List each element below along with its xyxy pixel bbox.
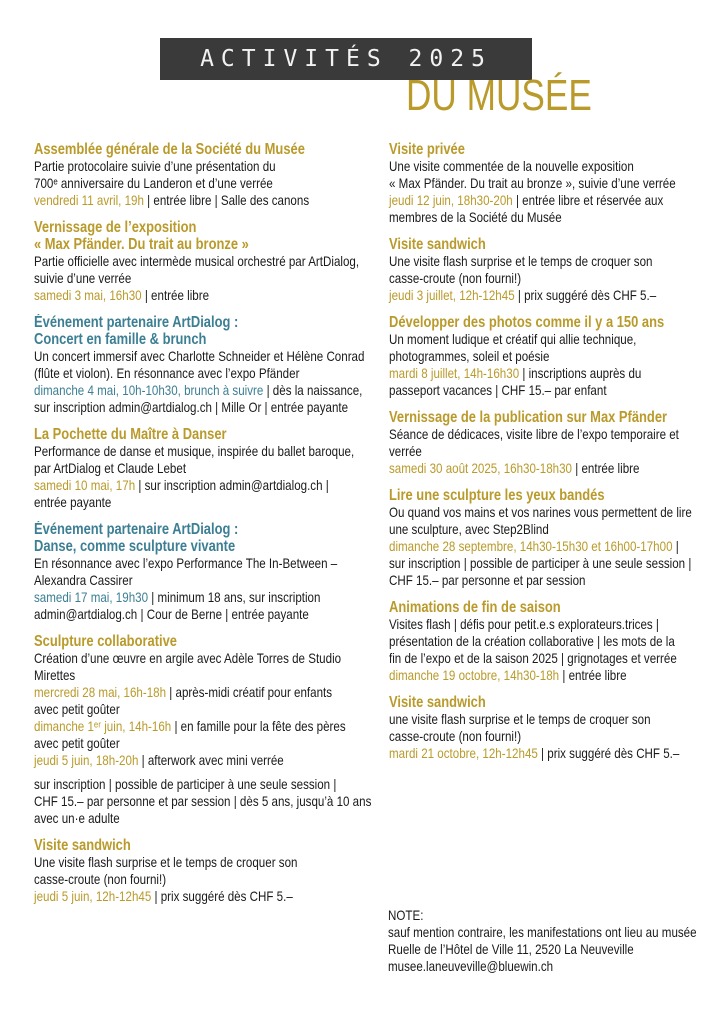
event-title: Concert en famille & brunch [34,331,207,348]
left-column [34,141,378,915]
event-text: avec petit goûter [34,736,120,751]
event-date-line [389,745,712,762]
event-info: | entrée libre [559,668,627,683]
event-text: Un concert immersif avec Charlotte Schneider et Hélène Conrad [34,349,365,364]
event-date: samedi 10 mai, 17h [34,478,136,493]
event-date-line [34,888,381,905]
event-date: jeudi 5 juin, 12h-12h45 [34,889,152,904]
note-email: musee.laneuveville@bluewin.ch [388,959,554,974]
header-subtitle: DU MUSÉE [406,71,592,120]
event-title: Visite sandwich [389,236,486,253]
event-text: fin de l’expo et de la saison 2025 | grignotages et verrée [389,651,677,666]
event-date-line [34,192,381,209]
event-text: casse-croute (non fourni!) [34,872,167,887]
event-sculpture-collaborative [34,633,378,827]
event-text: Une visite flash surprise et le temps de croquer son [34,855,298,870]
event-title: Développer des photos comme il y a 150 ans [389,314,665,331]
event-date: dimanche 28 septembre, 14h30-15h30 et 16h00-17h00 [389,539,673,554]
event-info: | dès la naissance, [263,383,363,398]
event-text: Ou quand vos mains et vos narines vous permettent de lire [389,505,692,520]
event-date-line [34,382,381,399]
event-date-line [389,192,712,209]
event-date: dimanche 4 mai, 10h-10h30, brunch à suivre [34,383,264,398]
event-text: Performance de danse et musique, inspirée du ballet baroque, [34,444,355,459]
event-title: Événement partenaire ArtDialog : [34,521,239,538]
event-title: Visite privée [389,141,465,158]
event-text: avec un·e adulte [34,811,120,826]
event-text: CHF 15.– par personne et par session | dès 5 ans, jusqu’à 10 ans [34,794,372,809]
event-text: Création d’une œuvre en argile avec Adèle Torres de Studio [34,651,342,666]
event-title: Visite sandwich [389,694,486,711]
event-date-line [34,752,381,769]
event-text: sur inscription admin@artdialog.ch | Mille Or | entrée payante [34,400,349,415]
event-info: | après-midi créatif pour enfants [166,685,333,700]
event-date-line [389,538,712,555]
event-text: sur inscription | possible de participer à une seule session | [34,777,337,792]
event-text: Une visite commentée de la nouvelle exposition [389,159,634,174]
event-info: | en famille pour la fête des pères [171,719,346,734]
event-title: Visite sandwich [34,837,131,854]
event-date: samedi 3 mai, 16h30 [34,288,142,303]
right-column [389,141,709,772]
event-date: vendredi 11 avril, 19h [34,193,144,208]
event-date-line [34,477,381,494]
event-text: Séance de dédicaces, visite libre de l’expo temporaire et [389,427,679,442]
event-text: une visite flash surprise et le temps de croquer son [389,712,651,727]
note-block [388,907,718,975]
event-assemblee [34,141,378,209]
event-date-line [34,684,381,701]
event-date-line [34,287,381,304]
event-text: photogrammes, soleil et poésie [389,349,550,364]
event-visite-sandwich-octobre [389,694,709,762]
event-text: Un moment ludique et créatif qui allie technique, [389,332,637,347]
event-date: mercredi 28 mai, 16h-18h [34,685,167,700]
event-text: verrée [389,444,422,459]
event-danse-sculpture [34,521,378,623]
event-text: CHF 15.– par personne et par session [389,573,586,588]
event-text: admin@artdialog.ch | Cour de Berne | entrée payante [34,607,309,622]
event-text: casse-croute (non fourni!) [389,729,522,744]
note-address: Ruelle de l’Hôtel de Ville 11, 2520 La Neuveville [388,942,634,957]
event-info: | prix suggéré dès CHF 5.– [514,288,657,303]
event-visite-privee [389,141,709,226]
event-info: | [672,539,679,554]
event-sculpture-yeux-bandes [389,487,709,589]
event-text: avec petit goûter [34,702,120,717]
event-date-line [389,365,712,382]
event-date: mardi 21 octobre, 12h-12h45 [389,746,538,761]
event-text: une sculpture, avec Step2Blind [389,522,549,537]
event-date: dimanche 1ᵉʳ juin, 14h-16h [34,719,172,734]
event-vernissage-expo [34,219,378,304]
event-date-line [389,460,712,477]
event-text: Partie officielle avec intermède musical orchestré par ArtDialog, [34,254,360,269]
event-visite-sandwich-juillet [389,236,709,304]
event-title: Lire une sculpture les yeux bandés [389,487,605,504]
banner-title: ACTIVITÉS 2025 [200,46,492,72]
event-date-line [34,718,381,735]
event-date: mardi 8 juillet, 14h-16h30 [389,366,520,381]
event-title: Animations de fin de saison [389,599,561,616]
note-label: NOTE: [388,908,424,923]
event-text: Alexandra Cassirer [34,573,133,588]
event-info: | afterwork avec mini verrée [138,753,284,768]
event-text: par ArtDialog et Claude Lebet [34,461,187,476]
event-text: casse-croute (non fourni!) [389,271,522,286]
event-text: Mirettes [34,668,76,683]
event-vernissage-publication [389,409,709,477]
event-visite-sandwich-juin [34,837,378,905]
event-concert-brunch [34,314,378,416]
event-text: sur inscription | possible de participer à une seule session | [389,556,692,571]
event-title: Vernissage de l’exposition [34,219,197,236]
event-date-line [389,667,712,684]
event-info: | prix suggéré dès CHF 5.– [537,746,680,761]
event-date: samedi 17 mai, 19h30 [34,590,149,605]
event-text: Visites flash | défis pour petit.e.s explorateurs.trices | [389,617,659,632]
note-text: sauf mention contraire, les manifestations ont lieu au musée [388,925,697,940]
event-info: | inscriptions auprès du [519,366,642,381]
event-title: « Max Pfänder. Du trait au bronze » [34,236,249,253]
event-info: | entrée libre et réservée aux [512,193,664,208]
event-animations-fin-saison [389,599,709,684]
event-date: jeudi 3 juillet, 12h-12h45 [389,288,515,303]
event-info: | sur inscription admin@artdialog.ch | [135,478,329,493]
event-title: Sculpture collaborative [34,633,177,650]
event-info: | prix suggéré dès CHF 5.– [151,889,293,904]
event-date-line [389,287,712,304]
event-text: (flûte et violon). En résonnance avec l’expo Pfänder [34,366,300,381]
event-text: membres de la Société du Musée [389,210,562,225]
event-photos [389,314,709,399]
event-title: Assemblée générale de la Société du Musée [34,141,305,158]
event-text: Une visite flash surprise et le temps de croquer son [389,254,653,269]
event-date: samedi 30 août 2025, 16h30-18h30 [389,461,573,476]
event-date: jeudi 5 juin, 18h-20h [34,753,139,768]
event-title: Vernissage de la publication sur Max Pfänder [389,409,668,426]
event-date-line [34,589,381,606]
event-text: Partie protocolaire suivie d’une présentation du [34,159,276,174]
event-text: 700ᵉ anniversaire du Landeron et d’une verrée [34,176,273,191]
event-info: | minimum 18 ans, sur inscription [148,590,321,605]
event-info: | entrée libre | Salle des canons [143,193,310,208]
event-pochette [34,426,378,511]
event-title: Danse, comme sculpture vivante [34,538,236,555]
event-text: passeport vacances | CHF 15.– par enfant [389,383,607,398]
event-title: La Pochette du Maître à Danser [34,426,227,443]
event-info: | entrée libre [141,288,210,303]
event-text: « Max Pfänder. Du trait au bronze », suivie d’une verrée [389,176,676,191]
event-date: dimanche 19 octobre, 14h30-18h [389,668,560,683]
event-title: Événement partenaire ArtDialog : [34,314,239,331]
event-text: entrée payante [34,495,112,510]
event-text: suivie d’une verrée [34,271,132,286]
event-text: présentation de la création collaborative | les mots de la [389,634,675,649]
event-text: En résonnance avec l’expo Performance The In-Between – [34,556,338,571]
event-date: jeudi 12 juin, 18h30-20h [389,193,513,208]
event-info: | entrée libre [572,461,640,476]
